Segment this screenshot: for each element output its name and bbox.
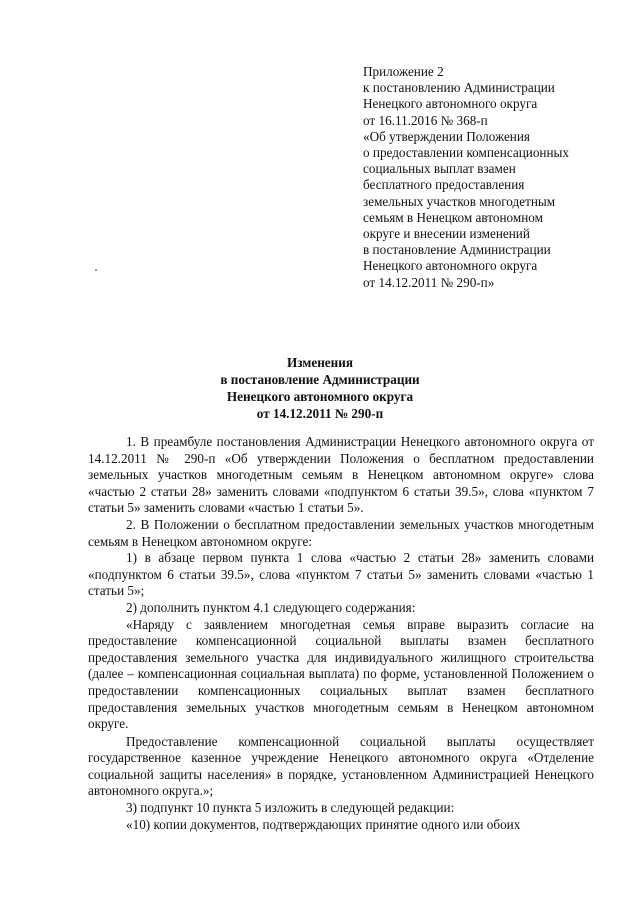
body-paragraph: 3) подпункт 10 пункта 5 изложить в следующей редакции: xyxy=(126,800,455,816)
body-paragraph: 2. В Положении о бесплатном предоставлении земельных участков многодетным семьям в Ненецком автономном округе: xyxy=(88,516,594,549)
appendix-line: «Об утверждении Положения xyxy=(363,128,530,144)
body-paragraph: 1. В преамбуле постановления Администрации Ненецкого автономного округа от 14.12.2011 № 290-п «Об утверждении Положения о бесплатном предоставлении земельных участков многодетным семьям в Ненецком автономном округе» слова «частью 2 статьи 28» заменить словами «подпунктом 6 статьи 39.5», слова «пунктом 7 статьи 5» заменить словами «частью 1 статьи 5». xyxy=(88,434,594,516)
appendix-line: Ненецкого автономного округа xyxy=(363,258,538,274)
title-line: Ненецкого автономного округа xyxy=(226,389,414,404)
appendix-line: округе и внесении изменений xyxy=(363,226,530,242)
body-paragraph: 1) в абзаце первом пункта 1 слова «частью 2 статьи 28» заменить словами «подпунктом 6 статьи 39.5», слова «пунктом 7 статьи 5» заменить словами «частью 1 статьи 5»; xyxy=(88,550,594,599)
appendix-line: от 14.12.2011 № 290-п» xyxy=(363,274,495,290)
appendix-line: земельных участков многодетным xyxy=(363,193,556,209)
body-paragraph: «10) копии документов, подтверждающих принятие одного или обоих xyxy=(126,816,521,832)
scan-speck xyxy=(95,269,97,271)
document-title xyxy=(0,354,640,422)
body-paragraph: «Наряду с заявлением многодетная семья вправе выразить согласие на предоставление компенсационной социальной выплаты взамен бесплатного предоставления земельного участка для индивидуального жилищного строительства (далее – компенсационная социальная выплата) по форме, установленной Положением о предоставлении компенсационных социальных выплат взамен бесплатного предоставления земельных участков многодетным семьям в Ненецком автономном округе. xyxy=(88,616,594,732)
appendix-line: от 16.11.2016 № 368-п xyxy=(363,112,488,128)
body-paragraph: 2) дополнить пунктом 4.1 следующего содержания: xyxy=(126,599,416,615)
title-line: в постановление Администрации xyxy=(220,372,420,387)
appendix-line: социальных выплат взамен xyxy=(363,161,516,177)
appendix-line: Приложение 2 xyxy=(363,64,444,79)
appendix-line: о предоставлении компенсационных xyxy=(363,145,569,161)
appendix-line: в постановление Администрации xyxy=(363,242,551,258)
title-line: Изменения xyxy=(287,355,353,370)
title-line: от 14.12.2011 № 290-п xyxy=(256,406,384,421)
appendix-header xyxy=(363,64,603,291)
appendix-line: бесплатного предоставления xyxy=(363,177,525,193)
body-paragraph: Предоставление компенсационной социальной выплаты осуществляет государственное казенное учреждение Ненецкого автономного округа «Отделение социальной защиты населения» в порядке, установленном Администрацией Ненецкого автономного округа.»; xyxy=(88,733,594,799)
document-body xyxy=(88,434,594,833)
appendix-line: Ненецкого автономного округа xyxy=(363,96,538,112)
appendix-line: семьям в Ненецком автономном xyxy=(363,209,543,225)
appendix-line: к постановлению Администрации xyxy=(363,80,555,96)
